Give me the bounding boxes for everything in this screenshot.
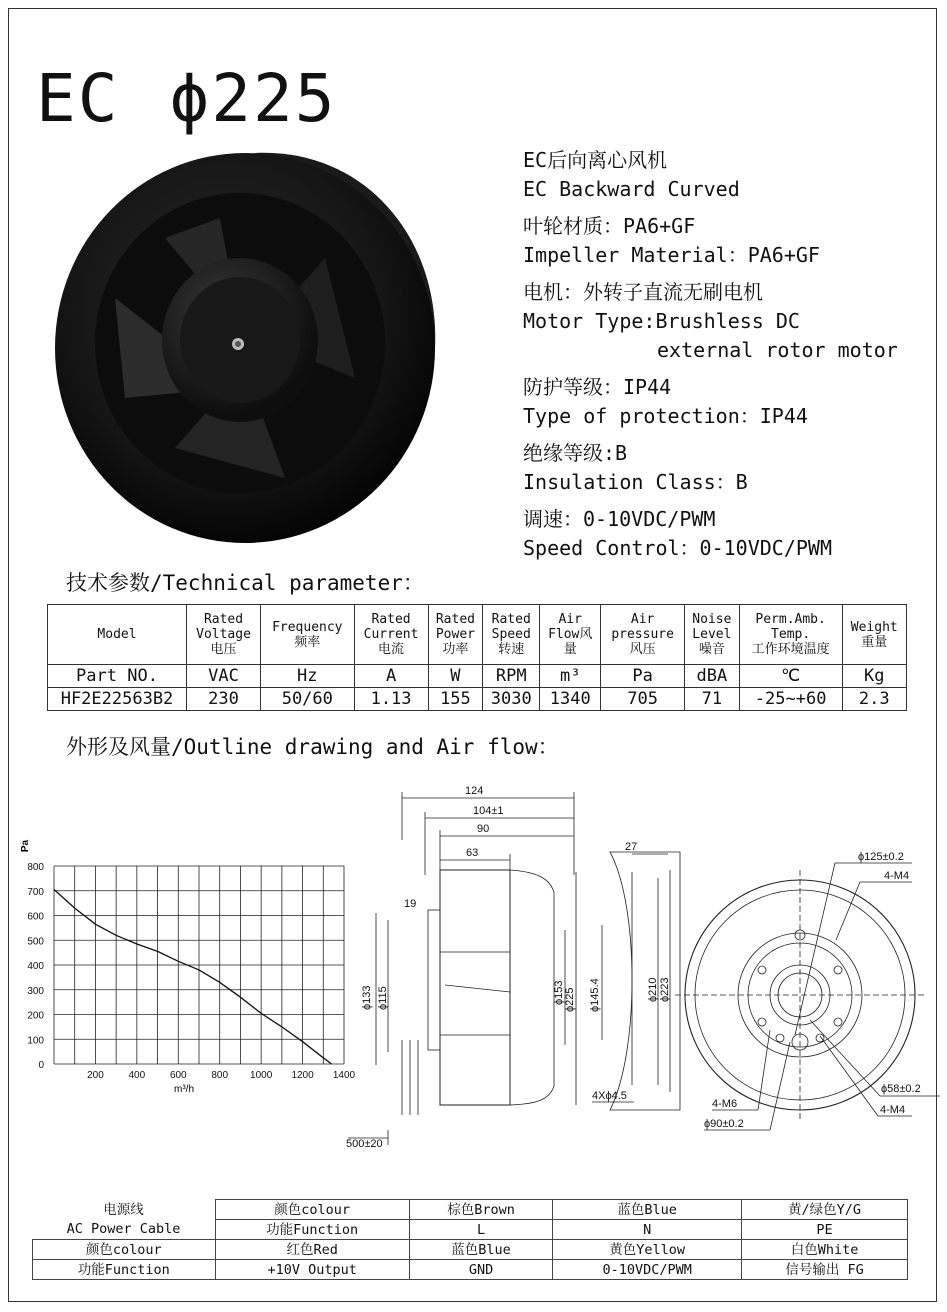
chart-y-ticks (27, 862, 44, 1071)
wiring-cell: L (409, 1220, 552, 1240)
protection-cn: 防护等级：IP44 (523, 375, 672, 399)
dim-label: 90 (477, 823, 490, 835)
wiring-row (33, 1220, 908, 1240)
chart-y-tick-label: 0 (38, 1060, 44, 1071)
wiring-cell: 蓝色Blue (409, 1240, 552, 1260)
chart-x-label: m³/h (174, 1084, 194, 1095)
chart-x-tick-label: 200 (87, 1070, 104, 1081)
wiring-cell: GND (409, 1260, 552, 1280)
motor-en-2: external rotor motor (657, 338, 898, 362)
value-cell: 230 (187, 688, 261, 711)
chart-x-tick-label: 1400 (332, 1070, 356, 1081)
chart-y-tick-label: 500 (27, 936, 44, 948)
technical-table (47, 604, 907, 711)
wiring-cell: 红色Red (215, 1240, 409, 1260)
dim-label: ϕ145.4 (589, 978, 601, 1012)
wiring-cell: 0-10VDC/PWM (553, 1260, 742, 1280)
unit-cell: dBA (685, 665, 740, 688)
dim-label: ϕ58±0.2 (881, 1083, 921, 1095)
chart-y-label: Pa (20, 839, 31, 853)
insulation-en: Insulation Class：B (523, 470, 748, 494)
value-cell: 1.13 (354, 688, 428, 711)
value-cell: -25~+60 (739, 688, 842, 711)
value-cell: 2.3 (842, 688, 906, 711)
value-cell: 71 (685, 688, 740, 711)
speed-en: Speed Control：0-10VDC/PWM (523, 536, 832, 560)
dim-label: 4-M4 (884, 870, 910, 882)
chart-x-tick-label: 400 (128, 1070, 146, 1081)
th-temp: Perm.Amb. Temp. 工作环境温度 (739, 605, 842, 665)
dim-label: 104±1 (473, 805, 504, 817)
chart-x-tick-label: 600 (169, 1070, 187, 1081)
protection-en: Type of protection：IP44 (523, 404, 808, 428)
chart-y-tick-label: 300 (27, 985, 44, 997)
th-voltage: Rated Voltage 电压 (187, 605, 261, 665)
wiring-cell: PE (742, 1220, 908, 1240)
unit-cell: Hz (261, 665, 354, 688)
dim-label: ϕ133 (361, 985, 373, 1010)
dim-label: ϕ223 (659, 977, 671, 1002)
spec-list (523, 146, 898, 571)
impeller-cn: 叶轮材质：PA6+GF (523, 214, 696, 238)
wiring-cell: 功能Function (33, 1260, 216, 1280)
th-weight: Weight 重量 (842, 605, 906, 665)
chart-x-tick-label: 800 (211, 1070, 229, 1081)
wiring-cell: 蓝色Blue (553, 1200, 742, 1220)
wiring-cell: N (553, 1220, 742, 1240)
wiring-row (33, 1260, 908, 1280)
wiring-row (33, 1240, 908, 1260)
th-model: Model (48, 605, 187, 665)
wiring-table (32, 1199, 908, 1280)
chart-y-tick-label: 400 (27, 961, 44, 972)
dim-label: 63 (466, 847, 479, 859)
dim-label: ϕ210 (647, 977, 659, 1002)
chart-x-ticks (87, 1070, 355, 1081)
speed-cn: 调速：0-10VDC/PWM (523, 507, 716, 531)
unit-cell: Kg (842, 665, 906, 688)
chart-y-tick-label: 800 (27, 862, 44, 873)
chart-x-tick-label: 1000 (250, 1070, 273, 1081)
wiring-cell: 信号输出 FG (742, 1260, 908, 1280)
technical-value-row (48, 688, 907, 711)
chart-y-tick-label: 100 (27, 1035, 44, 1047)
chart-y-tick-label: 600 (27, 911, 44, 923)
th-airflow: Air Flow风 量 (540, 605, 601, 665)
dim-label: 500±20 (346, 1138, 383, 1150)
value-cell: 155 (428, 688, 483, 711)
technical-header-row (48, 605, 907, 665)
wiring-cell: 颜色colour (33, 1240, 216, 1260)
unit-cell: m³ (540, 665, 601, 688)
th-power: Rated Power 功率 (428, 605, 483, 665)
wiring-cell: 黄色Yellow (553, 1240, 742, 1260)
type-cn: EC后向离心风机 (523, 148, 668, 172)
outline-heading: 外形及风量/Outline drawing and Air flow： (66, 735, 559, 759)
wiring-cell: 功能Function (215, 1220, 409, 1240)
dim-label: ϕ125±0.2 (858, 851, 904, 863)
wiring-cell: +10V Output (215, 1260, 409, 1280)
dim-label: 4Xϕ4.5 (592, 1090, 627, 1102)
value-cell: 50/60 (261, 688, 354, 711)
wiring-row (33, 1200, 908, 1220)
unit-cell: Part NO. (48, 665, 187, 688)
fan-product-image (55, 148, 445, 548)
wiring-cell: 棕色Brown (409, 1200, 552, 1220)
dim-label: ϕ225 (564, 987, 576, 1012)
th-speed: Rated Speed 转速 (483, 605, 540, 665)
value-cell: HF2E22563B2 (48, 688, 187, 711)
dim-label: ϕ153 (553, 980, 565, 1005)
th-noise: Noise Level 噪音 (685, 605, 740, 665)
dim-label: ϕ115 (377, 986, 389, 1010)
chart-x-tick-label: 1200 (291, 1070, 314, 1081)
technical-unit-row (48, 665, 907, 688)
unit-cell: A (354, 665, 428, 688)
value-cell: 3030 (483, 688, 540, 711)
chart-y-tick-label: 700 (27, 886, 44, 898)
type-en: EC Backward Curved (523, 177, 740, 201)
title-model: ϕ225 (169, 60, 337, 137)
motor-cn: 电机：外转子直流无刷电机 (523, 280, 763, 304)
unit-cell: ℃ (739, 665, 842, 688)
wiring-cell: AC Power Cable (66, 1221, 181, 1238)
dim-label: 4-M6 (712, 1098, 738, 1110)
unit-cell: RPM (483, 665, 540, 688)
dim-label: ϕ90±0.2 (704, 1118, 744, 1130)
value-cell: 705 (601, 688, 685, 711)
airflow-chart (20, 826, 370, 1096)
dim-label: 4-M4 (880, 1104, 906, 1116)
chart-y-tick-label: 200 (27, 1010, 44, 1022)
dim-label: 19 (404, 898, 417, 910)
wiring-cell: 黄/绿色Y/G (742, 1200, 908, 1220)
dim-label: 27 (625, 841, 638, 853)
th-pressure: Air pressure 风压 (601, 605, 685, 665)
wiring-cell: 颜色colour (215, 1200, 409, 1220)
wiring-cell: 电源线 (103, 1201, 144, 1218)
outline-drawing (340, 780, 940, 1160)
technical-heading: 技术参数/Technical parameter： (66, 571, 424, 595)
unit-cell: VAC (187, 665, 261, 688)
wiring-cell: 白色White (742, 1240, 908, 1260)
chart-grid (54, 866, 344, 1064)
dim-label: 124 (465, 785, 484, 797)
th-frequency: Frequency 频率 (261, 605, 354, 665)
unit-cell: Pa (601, 665, 685, 688)
title-prefix: EC (36, 60, 120, 137)
page-title (36, 60, 336, 137)
value-cell: 1340 (540, 688, 601, 711)
th-current: Rated Current 电流 (354, 605, 428, 665)
unit-cell: W (428, 665, 483, 688)
motor-en-1: Motor Type:Brushless DC (523, 309, 800, 333)
insulation-cn: 绝缘等级:B (523, 441, 628, 465)
impeller-en: Impeller Material：PA6+GF (523, 243, 820, 267)
